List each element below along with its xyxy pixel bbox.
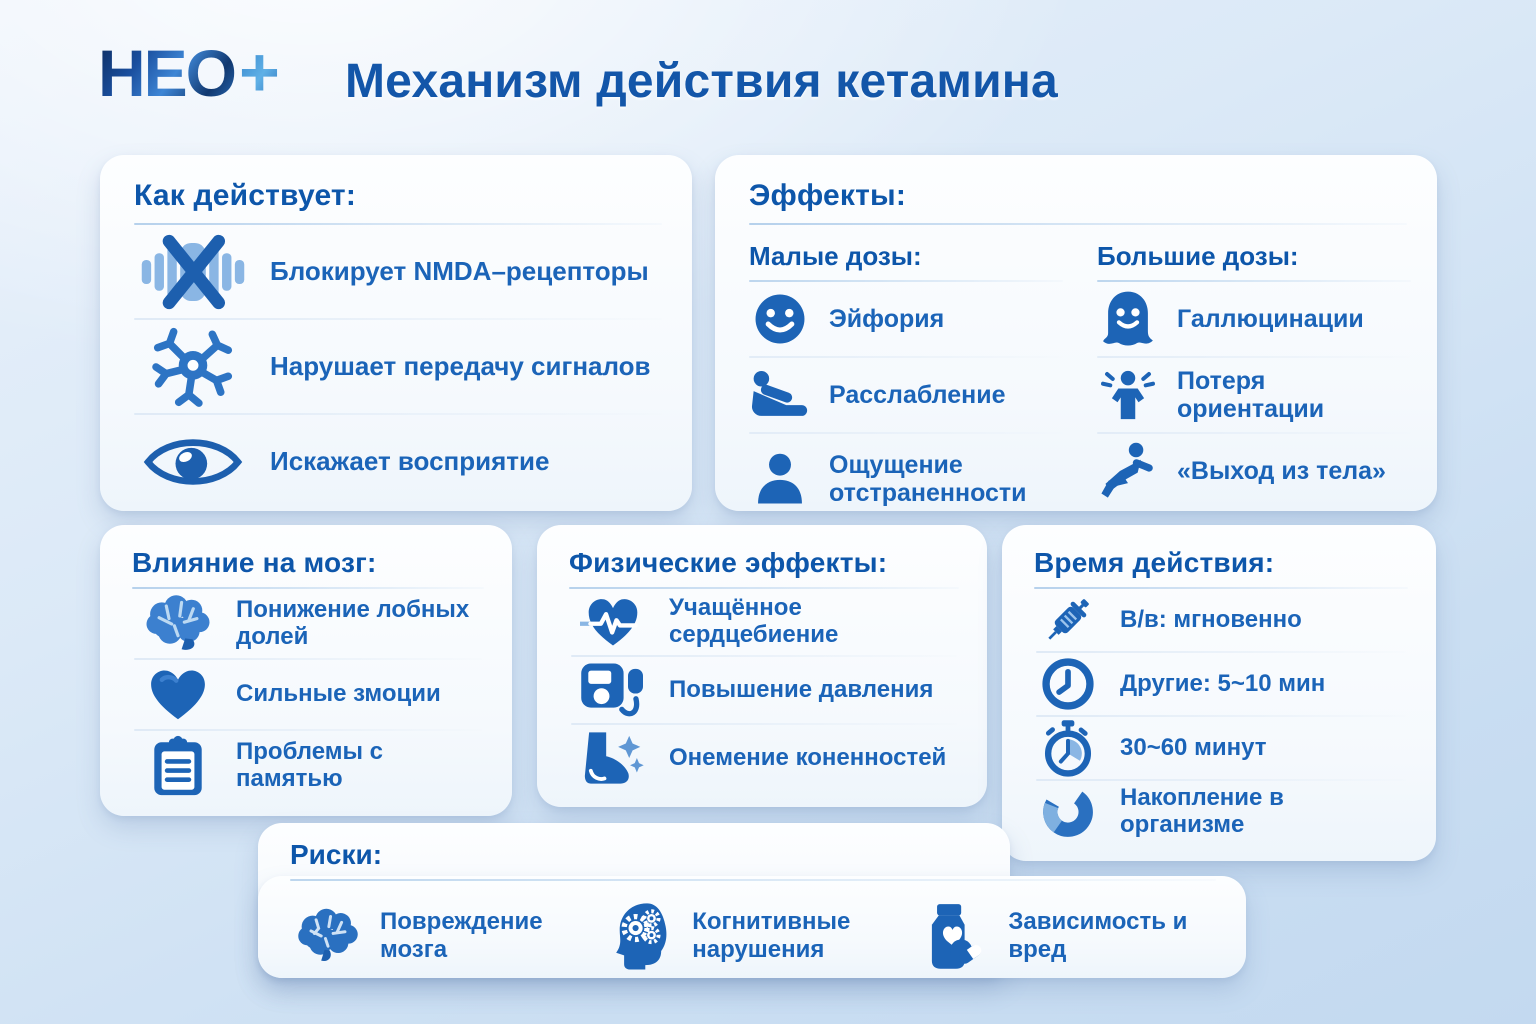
list-item — [749, 282, 1063, 350]
list-item-label: Искажает восприятие — [270, 445, 550, 476]
list-item-label: Понижение лобных долей — [236, 595, 470, 650]
nmda-receptor-blocked-icon — [134, 231, 252, 313]
list-item — [600, 901, 916, 971]
list-item — [916, 901, 1246, 971]
out-of-body-icon — [1097, 442, 1159, 500]
list-item-label: Блокирует NMDA–рецепторы — [270, 255, 649, 286]
smiley-icon — [749, 292, 811, 346]
neuron-icon — [134, 325, 252, 409]
list-item-label: Зависимость и вред — [1008, 908, 1188, 963]
list-item-label: Сильные змоции — [236, 680, 441, 708]
list-item — [100, 415, 692, 508]
card-risks-title: Риски: — [290, 839, 383, 870]
list-item — [1097, 434, 1411, 502]
list-item — [749, 358, 1063, 426]
list-item-label: Нарушает передачу сигналов — [270, 350, 651, 381]
damaged-brain-icon — [288, 907, 368, 965]
list-item-label: Потеря ориентации — [1177, 367, 1325, 423]
card-how-it-works — [100, 155, 692, 511]
reclining-person-icon — [749, 368, 811, 422]
list-item — [1002, 717, 1436, 779]
list-item-label: Галлюцинации — [1177, 305, 1364, 333]
list-item — [1002, 653, 1436, 715]
small-doses-title: Малые дозы: — [749, 241, 922, 271]
page-title: Механизм действия кетамина — [345, 55, 1058, 108]
list-item — [288, 907, 600, 965]
stopwatch-icon — [1036, 719, 1100, 777]
list-item — [100, 320, 692, 413]
brain-icon — [134, 594, 222, 654]
list-item-label: Другие: 5~10 мин — [1120, 669, 1326, 697]
list-item-label: В/в: мгновенно — [1120, 605, 1302, 633]
card-brain-title: Влияние на мозг: — [132, 547, 377, 578]
list-item-label: Повреждение мозга — [380, 908, 543, 963]
card-duration — [1002, 525, 1436, 861]
list-item — [100, 731, 512, 800]
card-risks — [258, 823, 1246, 978]
list-item-label: 30~60 минут — [1120, 733, 1267, 761]
numb-foot-icon — [571, 729, 655, 787]
large-doses-column — [1097, 241, 1411, 518]
list-item — [100, 225, 692, 318]
ghost-icon — [1097, 290, 1159, 348]
large-doses-title: Большие дозы: — [1097, 241, 1299, 271]
list-item — [749, 434, 1063, 518]
logo-text: НЕО — [98, 36, 236, 110]
card-physical-title: Физические эффекты: — [569, 547, 888, 578]
list-item-label: Расслабление — [829, 381, 1006, 409]
list-item — [100, 589, 512, 658]
list-item-label: Повышение давления — [669, 675, 934, 703]
card-duration-title: Время действия: — [1034, 547, 1275, 578]
list-item — [1002, 589, 1436, 651]
card-effects — [715, 155, 1437, 511]
list-item-label: Ощущение отстраненности — [829, 451, 1027, 507]
person-icon — [749, 451, 811, 507]
eye-icon — [134, 431, 252, 493]
clock-icon — [1036, 658, 1100, 710]
list-item-label: Учащённое сердцебиение — [669, 594, 839, 648]
list-item-label: Накопление в организме — [1120, 784, 1284, 838]
card-how-title: Как действует: — [134, 179, 357, 212]
blood-pressure-icon — [571, 660, 655, 720]
list-item-label: Эйфория — [829, 305, 945, 333]
neo-plus-logo — [98, 33, 280, 111]
card-effects-title: Эффекты: — [749, 179, 907, 212]
list-item — [1097, 282, 1411, 350]
pill-bottle-icon — [916, 901, 996, 971]
heart-pulse-icon — [571, 594, 655, 650]
logo-plus-sign: + — [239, 33, 280, 111]
list-item-label: «Выход из тела» — [1177, 457, 1386, 485]
list-item — [537, 657, 987, 723]
card-physical-effects — [537, 525, 987, 807]
list-item-label: Проблемы с памятью — [236, 737, 384, 792]
list-item-label: Когнитивные нарушения — [692, 908, 851, 963]
card-brain-influence — [100, 525, 512, 816]
divider — [290, 879, 1216, 881]
list-item-label: Онемение коненностей — [669, 743, 947, 771]
disoriented-person-icon — [1097, 369, 1159, 421]
list-item — [537, 725, 987, 791]
list-item — [537, 589, 987, 655]
heart-icon — [134, 669, 222, 721]
list-item — [1097, 358, 1411, 426]
syringe-icon — [1036, 592, 1100, 648]
list-item — [100, 660, 512, 729]
small-doses-column — [749, 241, 1063, 518]
head-gears-icon — [600, 901, 680, 971]
clipboard-icon — [134, 735, 222, 797]
